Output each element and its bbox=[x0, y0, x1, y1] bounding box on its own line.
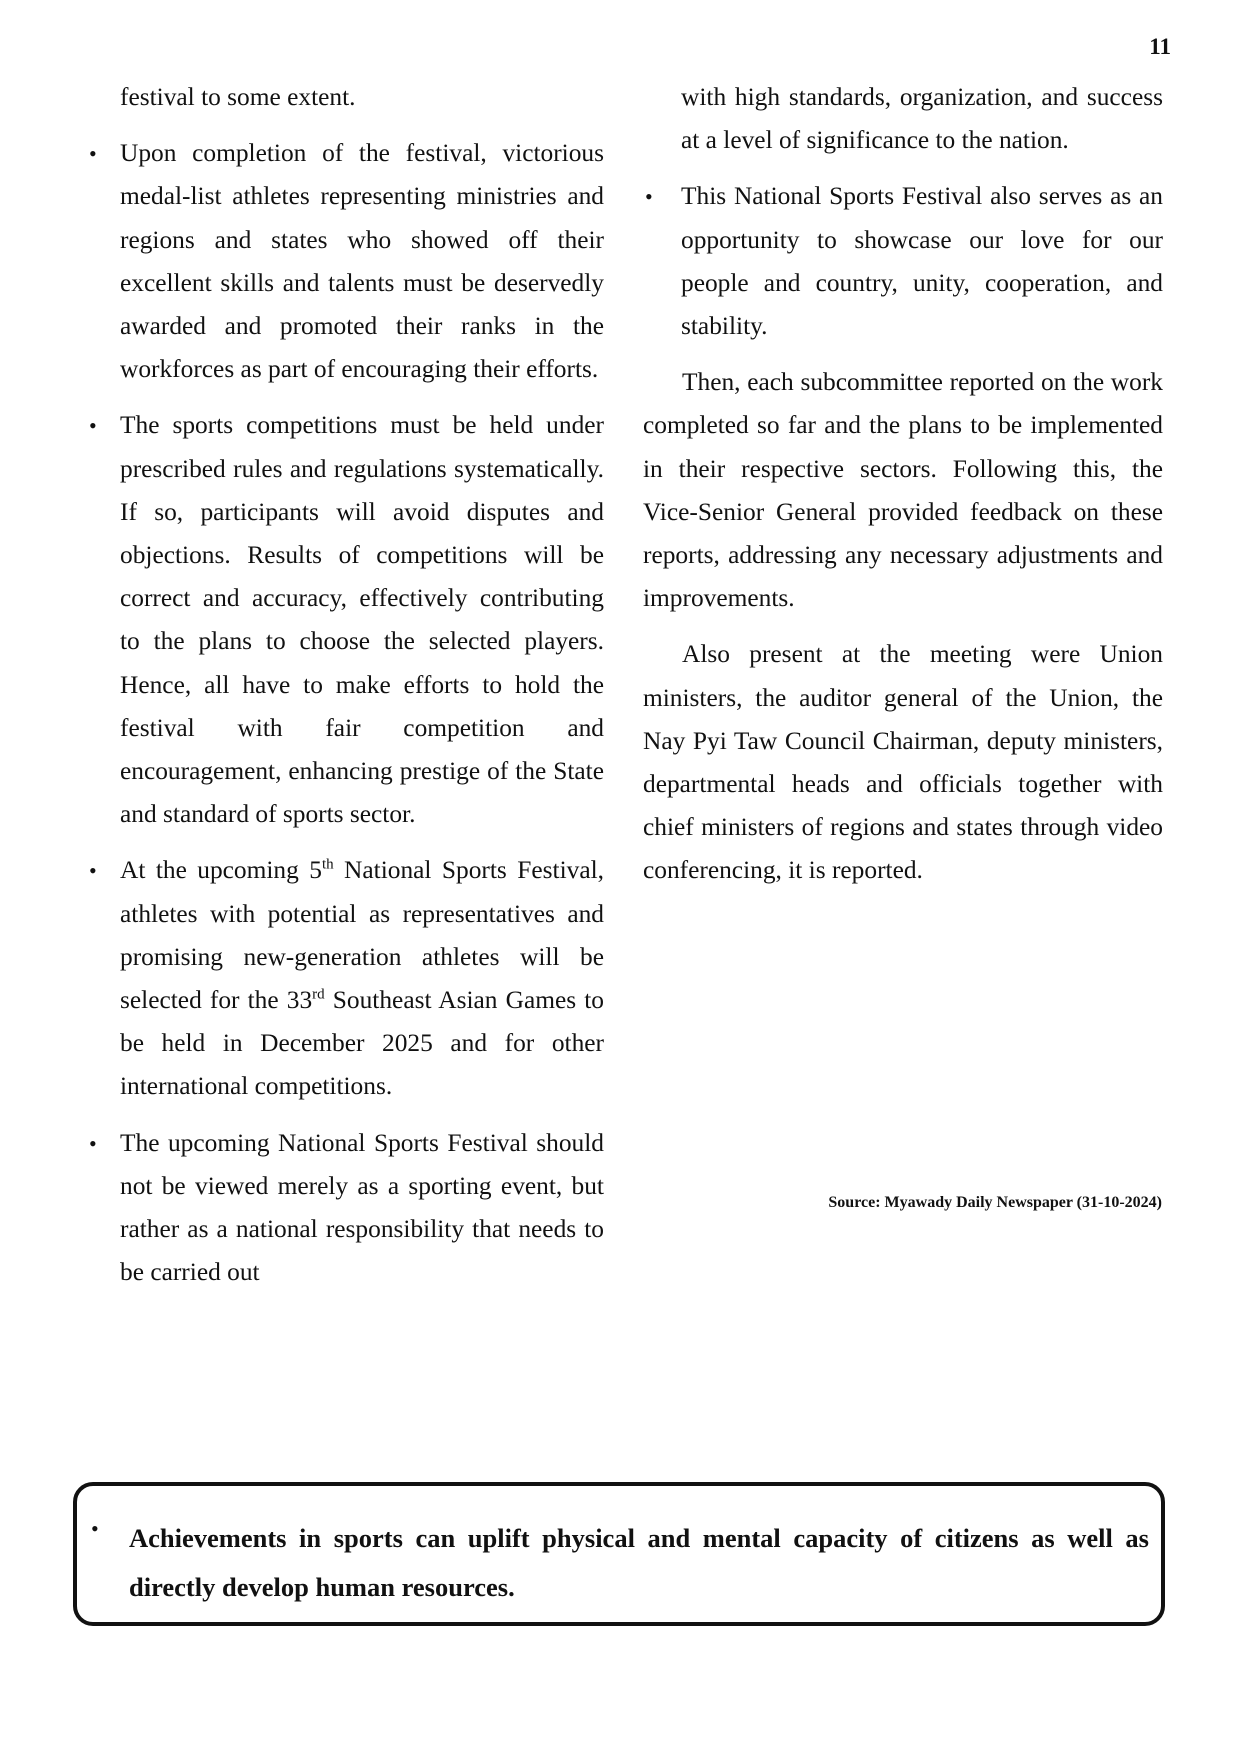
list-item bbox=[643, 175, 1163, 348]
bullet-text: Upon completion of the festival, victorious medal-list athletes representing ministries and regions and states who showed off their excellent skills and talents must be deservedly awarded and promoted their ranks in the workforces as part of encouraging their efforts. bbox=[120, 139, 604, 384]
ordinal-suffix: th bbox=[321, 856, 334, 873]
body-paragraph: Then, each subcommittee reported on the work completed so far and the plans to be implemented in their respective sectors. Following this, the Vice-Senior General provided feedback on these reports, addressing any necessary adjustments and improvements. bbox=[643, 368, 1163, 613]
bullet-icon: • bbox=[89, 1130, 97, 1156]
bullet-icon: • bbox=[91, 1516, 99, 1541]
bullet-text: The sports competitions must be held under prescribed rules and regulations systematically. If so, participants will avoid disputes and objections. Results of competitions will be correct and accuracy, effectively contributing to the plans to choose the selected players. Hence, all have to make efforts to hold the festival with fair competition and encouragement, enhancing prestige of the State and standard of sports sector. bbox=[120, 411, 604, 829]
callout-box bbox=[73, 1482, 1165, 1626]
callout-text: Achievements in sports can uplift physical and mental capacity of citizens as well as directly develop human resources. bbox=[129, 1523, 1149, 1602]
left-intro-text: festival to some extent. bbox=[120, 83, 356, 111]
bullet-icon: • bbox=[645, 184, 653, 210]
page-number: 11 bbox=[1149, 34, 1171, 59]
bullet-icon: • bbox=[89, 413, 97, 439]
list-item bbox=[89, 849, 605, 1108]
bullet-text-part: At the upcoming 5 bbox=[120, 856, 322, 885]
ordinal-suffix: rd bbox=[312, 986, 325, 1003]
list-item bbox=[89, 132, 604, 391]
bullet-icon: • bbox=[89, 141, 97, 167]
bullet-text: This National Sports Festival also serves as an opportunity to showcase our love for our people and country, unity, cooperation, and stability. bbox=[681, 182, 1163, 341]
left-column bbox=[89, 76, 605, 1307]
source-citation: Source: Myawady Daily Newspaper (31-10-2024) bbox=[828, 1194, 1162, 1211]
bullet-text-part: Southeast Asian Games to be held in December 2025 and for other international competitions. bbox=[120, 986, 605, 1101]
body-paragraph: Also present at the meeting were Union ministers, the auditor general of the Union, the Nay Pyi Taw Council Chairman, deputy ministers, departmental heads and officials together with chief ministers of regions and states through video conferencing, it is reported. bbox=[643, 640, 1163, 885]
left-bullet-list bbox=[89, 132, 605, 1294]
right-column bbox=[643, 76, 1163, 906]
bullet-text-part: National Sports Festival, athletes with potential as representatives and promising new-generation athletes will be selected for the 33 bbox=[120, 856, 604, 1015]
right-continuation-text: with high standards, organization, and success at a level of significance to the nation. bbox=[681, 83, 1163, 155]
right-bullet-list bbox=[643, 175, 1163, 348]
list-item bbox=[89, 1122, 604, 1295]
bullet-icon: • bbox=[89, 858, 97, 884]
bullet-text: The upcoming National Sports Festival should not be viewed merely as a sporting event, but rather as a national responsibility that needs to be carried out bbox=[120, 1128, 604, 1287]
list-item bbox=[89, 404, 604, 836]
